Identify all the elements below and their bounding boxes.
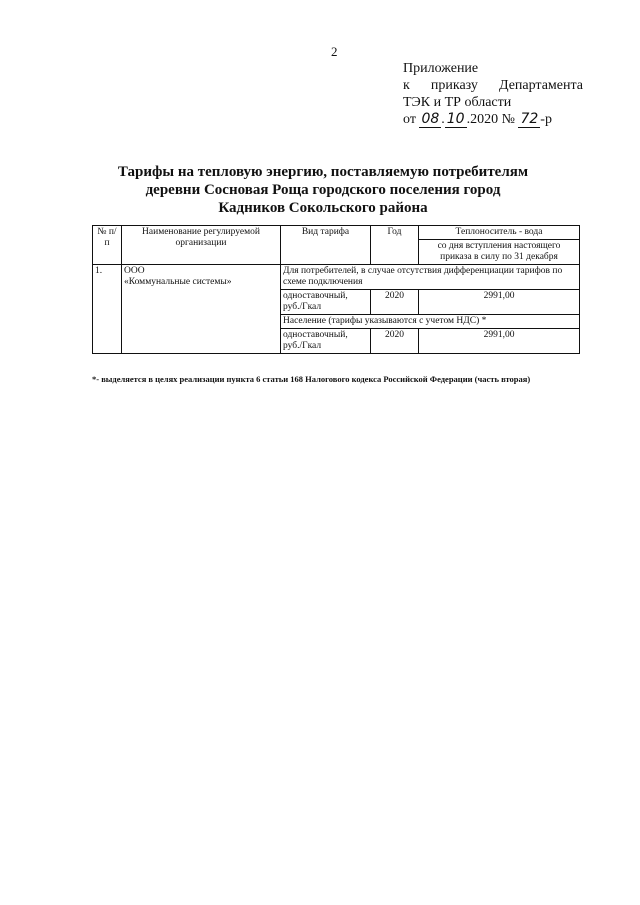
footnote: *- выделяется в целях реализации пункта 6 статьи 168 Налогового кодекса Российской Федерации (часть вторая)	[92, 374, 531, 384]
header-type: Вид тарифа	[281, 226, 371, 265]
tariff-type: одноставочный, руб./Гкал	[281, 329, 371, 354]
header-num: № п/п	[93, 226, 122, 265]
group-consumers: Для потребителей, в случае отсутствия дифференциации тарифов по схеме подключения	[281, 265, 580, 290]
appendix-department: Департамента	[498, 78, 583, 93]
page-number: 2	[331, 44, 338, 59]
tariff-year: 2020	[371, 290, 419, 315]
table-row	[93, 265, 580, 290]
appendix-title: Приложение	[403, 61, 479, 76]
date-prefix: от	[403, 112, 416, 127]
tariff-year: 2020	[371, 329, 419, 354]
header-carrier: Теплоноситель - вода	[419, 226, 580, 240]
date-day: 08	[421, 111, 440, 127]
group-population: Население (тарифы указываются с учетом НДС) *	[281, 315, 580, 329]
org-form: ООО	[124, 266, 145, 276]
org-name: «Коммунальные системы»	[124, 277, 232, 287]
appendix-order-line	[403, 77, 583, 94]
header-org: Наименование регулируемой организации	[122, 226, 281, 265]
table-header-row	[93, 226, 580, 240]
header-period: со дня вступления настоящего приказа в силу по 31 декабря	[419, 240, 580, 265]
title-line-1: Тарифы на тепловую энергию, поставляемую потребителям	[117, 164, 529, 180]
document-title	[100, 163, 546, 217]
appendix-header	[403, 60, 583, 128]
appendix-prikazu: приказу	[430, 78, 478, 93]
appendix-dept-name: ТЭК и ТР области	[403, 95, 512, 110]
header-year: Год	[371, 226, 419, 265]
appendix-date-line: от 08 . 10 .2020 № 72 -р	[403, 111, 552, 127]
row-org	[122, 265, 281, 354]
date-year: .2020 №	[466, 112, 515, 127]
row-num: 1.	[93, 265, 122, 354]
date-month: 10	[446, 111, 465, 127]
tariff-type: одноставочный, руб./Гкал	[281, 290, 371, 315]
appendix-k: к	[403, 78, 410, 93]
title-line-2: деревни Сосновая Роща городского поселения город	[145, 182, 501, 198]
tariff-value: 2991,00	[419, 329, 580, 354]
title-line-3: Кадников Сокольского района	[218, 200, 428, 216]
order-suffix: -р	[540, 112, 552, 127]
tariffs-table	[92, 225, 580, 354]
order-number: 72	[520, 111, 539, 127]
tariff-value: 2991,00	[419, 290, 580, 315]
